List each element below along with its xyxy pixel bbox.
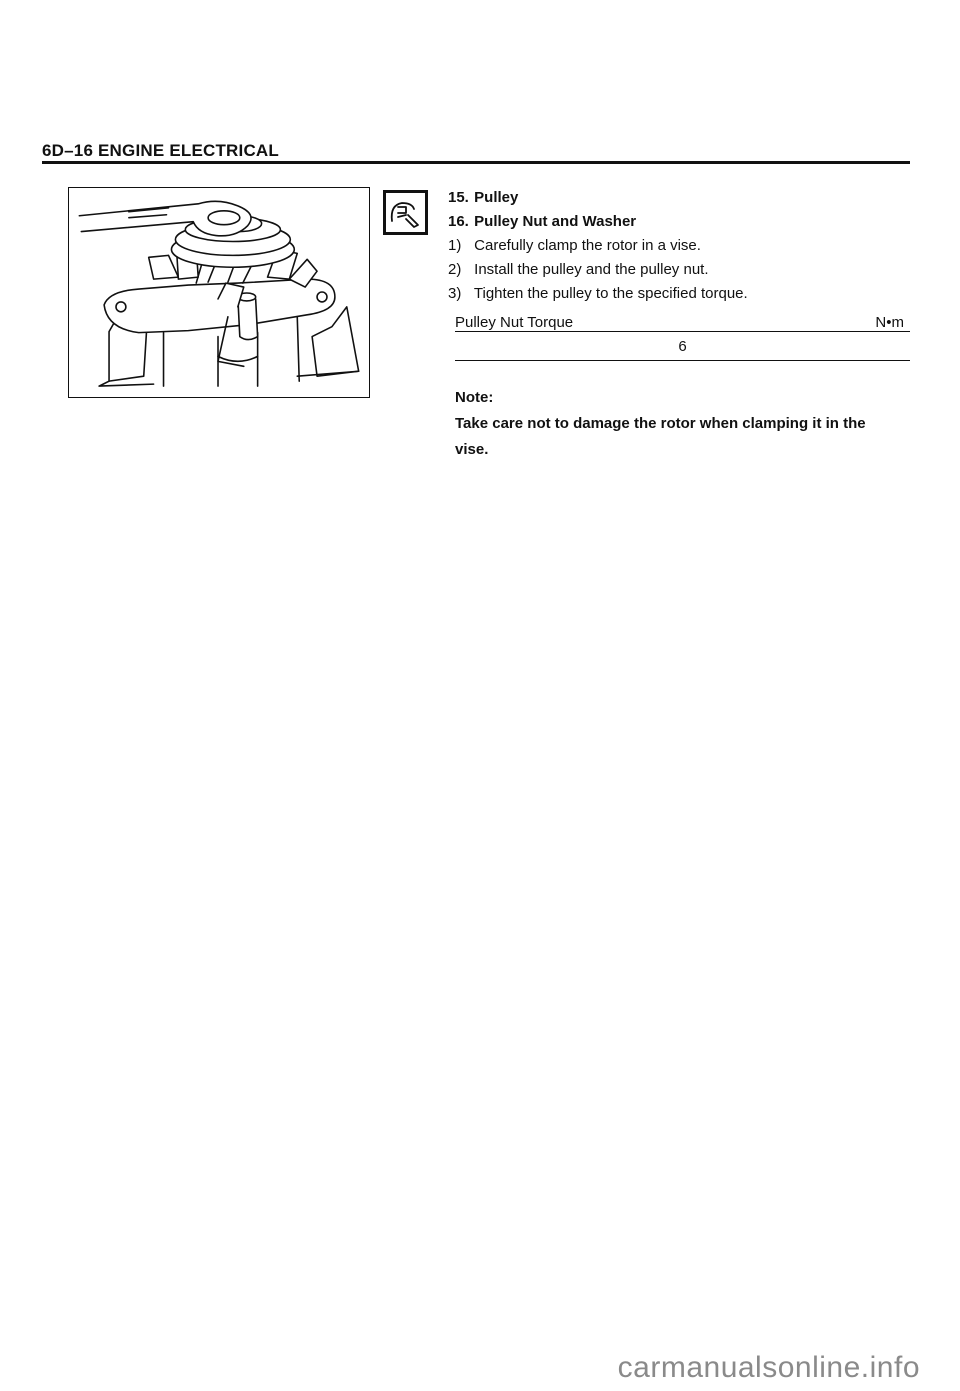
spec-header-row: [455, 309, 910, 332]
step-text: Tighten the pulley to the specified torque.: [473, 285, 748, 302]
spec-label: Pulley Nut Torque: [455, 314, 574, 331]
item-text: Pulley Nut and Washer: [474, 213, 637, 230]
watermark: carmanualsonline.info: [617, 1351, 920, 1384]
step-number: 3): [448, 285, 462, 302]
list-item: [448, 210, 918, 234]
step-text: Install the pulley and the pulley nut.: [474, 261, 709, 278]
pulley-wrench-illustration: [68, 187, 370, 398]
spec-value: 6: [455, 332, 910, 361]
step-item: [448, 258, 918, 282]
step-item: [448, 282, 918, 306]
torque-spec-table: [455, 309, 910, 361]
note-text: Take care not to damage the rotor when clamping it in the vise.: [455, 415, 866, 458]
step-text: Carefully clamp the rotor in a vise.: [474, 237, 701, 254]
step-number: 2): [448, 261, 462, 278]
step-number: 1): [448, 237, 462, 254]
item-number: 15.: [448, 189, 469, 206]
item-text: Pulley: [474, 189, 519, 206]
procedure-list: [448, 186, 918, 306]
list-item: [448, 186, 918, 210]
note-title: Note:: [455, 389, 494, 406]
header-rule: [42, 161, 910, 164]
spec-unit: N•m: [875, 314, 904, 331]
page-header: 6D–16 ENGINE ELECTRICAL: [42, 141, 279, 160]
note-block: [455, 385, 925, 463]
wrench-tool-icon: [383, 190, 428, 235]
item-number: 16.: [448, 213, 469, 230]
step-item: [448, 234, 918, 258]
